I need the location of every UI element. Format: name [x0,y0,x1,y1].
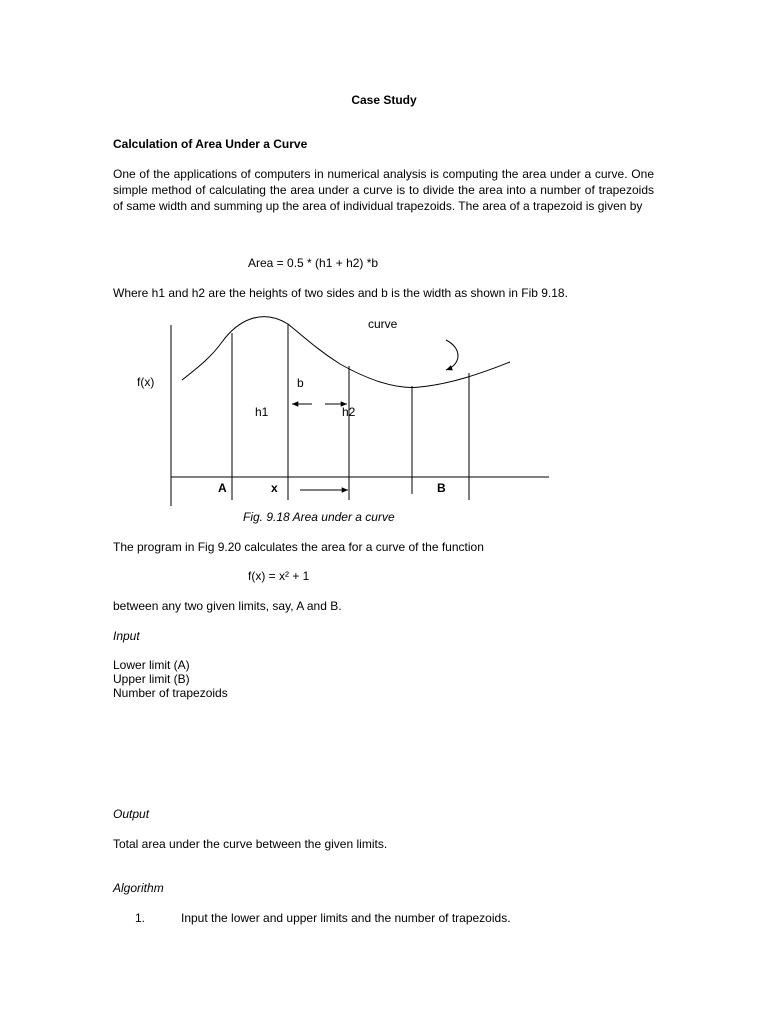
curve-label: curve [368,317,398,331]
intro-paragraph: One of the applications of computers in numerical analysis is computing the area under a curve. One simple method of calculating the area under a curve is to divide the area into a number of trapezoids of same width and summing up the area of individual trapezoids. The area of a trapezoid is given by [113,167,654,213]
algorithm-step-number: 1. [135,911,146,925]
program-text: The program in Fig 9.20 calculates the area for a curve of the function [113,540,484,554]
input-heading: Input [113,629,140,643]
output-heading: Output [113,807,150,821]
h2-label: h2 [342,405,356,419]
curve-line [182,317,510,388]
B-label: B [437,481,446,495]
input-item: Number of trapezoids [113,686,228,700]
algorithm-heading: Algorithm [113,881,164,895]
output-text: Total area under the curve between the given limits. [113,837,388,851]
A-label: A [218,481,227,495]
input-item: Upper limit (B) [113,672,190,686]
where-text: Where h1 and h2 are the heights of two sides and b is the width as shown in Fib 9.18. [113,286,568,300]
function-formula: f(x) = x² + 1 [248,569,310,583]
area-formula: Area = 0.5 * (h1 + h2) *b [248,256,379,270]
fx-label: f(x) [137,375,155,389]
curve-pointer-arrow [446,340,458,370]
b-label: b [297,376,304,390]
h1-label: h1 [255,405,269,419]
page-heading: Case Study [351,93,417,107]
input-item: Lower limit (A) [113,658,190,672]
algorithm-step-text: Input the lower and upper limits and the number of trapezoids. [181,911,511,925]
input-list [113,658,228,700]
figure-caption: Fig. 9.18 Area under a curve [243,510,395,524]
x-label: x [271,481,278,495]
section-title: Calculation of Area Under a Curve [113,137,308,151]
limits-text: between any two given limits, say, A and B. [113,599,342,613]
